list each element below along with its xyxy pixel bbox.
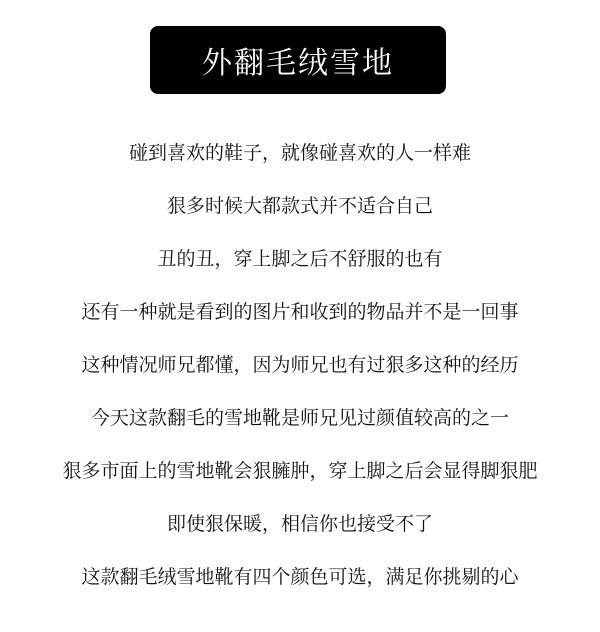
text-line: 今天这款翻毛的雪地靴是师兄见过颜值较高的之一 (90, 407, 509, 429)
page-title: 外翻毛绒雪地 (202, 46, 394, 81)
text-line: 狠多市面上的雪地靴会狠臃肿，穿上脚之后会显得脚狠肥 (62, 460, 538, 482)
text-line: 即使狠保暖，相信你也接受不了 (166, 513, 433, 535)
text-line: 狠多时候大都款式并不适合自己 (166, 195, 433, 217)
text-line: 还有一种就是看到的图片和收到的物品并不是一回事 (81, 301, 519, 323)
title-banner (150, 26, 446, 94)
text-line: 碰到喜欢的鞋子，就像碰喜欢的人一样难 (128, 142, 471, 164)
text-line: 这种情况师兄都懂，因为师兄也有过狠多这种的经历 (81, 354, 519, 376)
text-line: 丑的丑，穿上脚之后不舒服的也有 (157, 248, 443, 270)
text-line: 这款翻毛绒雪地靴有四个颜色可选，满足你挑剔的心 (81, 566, 519, 588)
